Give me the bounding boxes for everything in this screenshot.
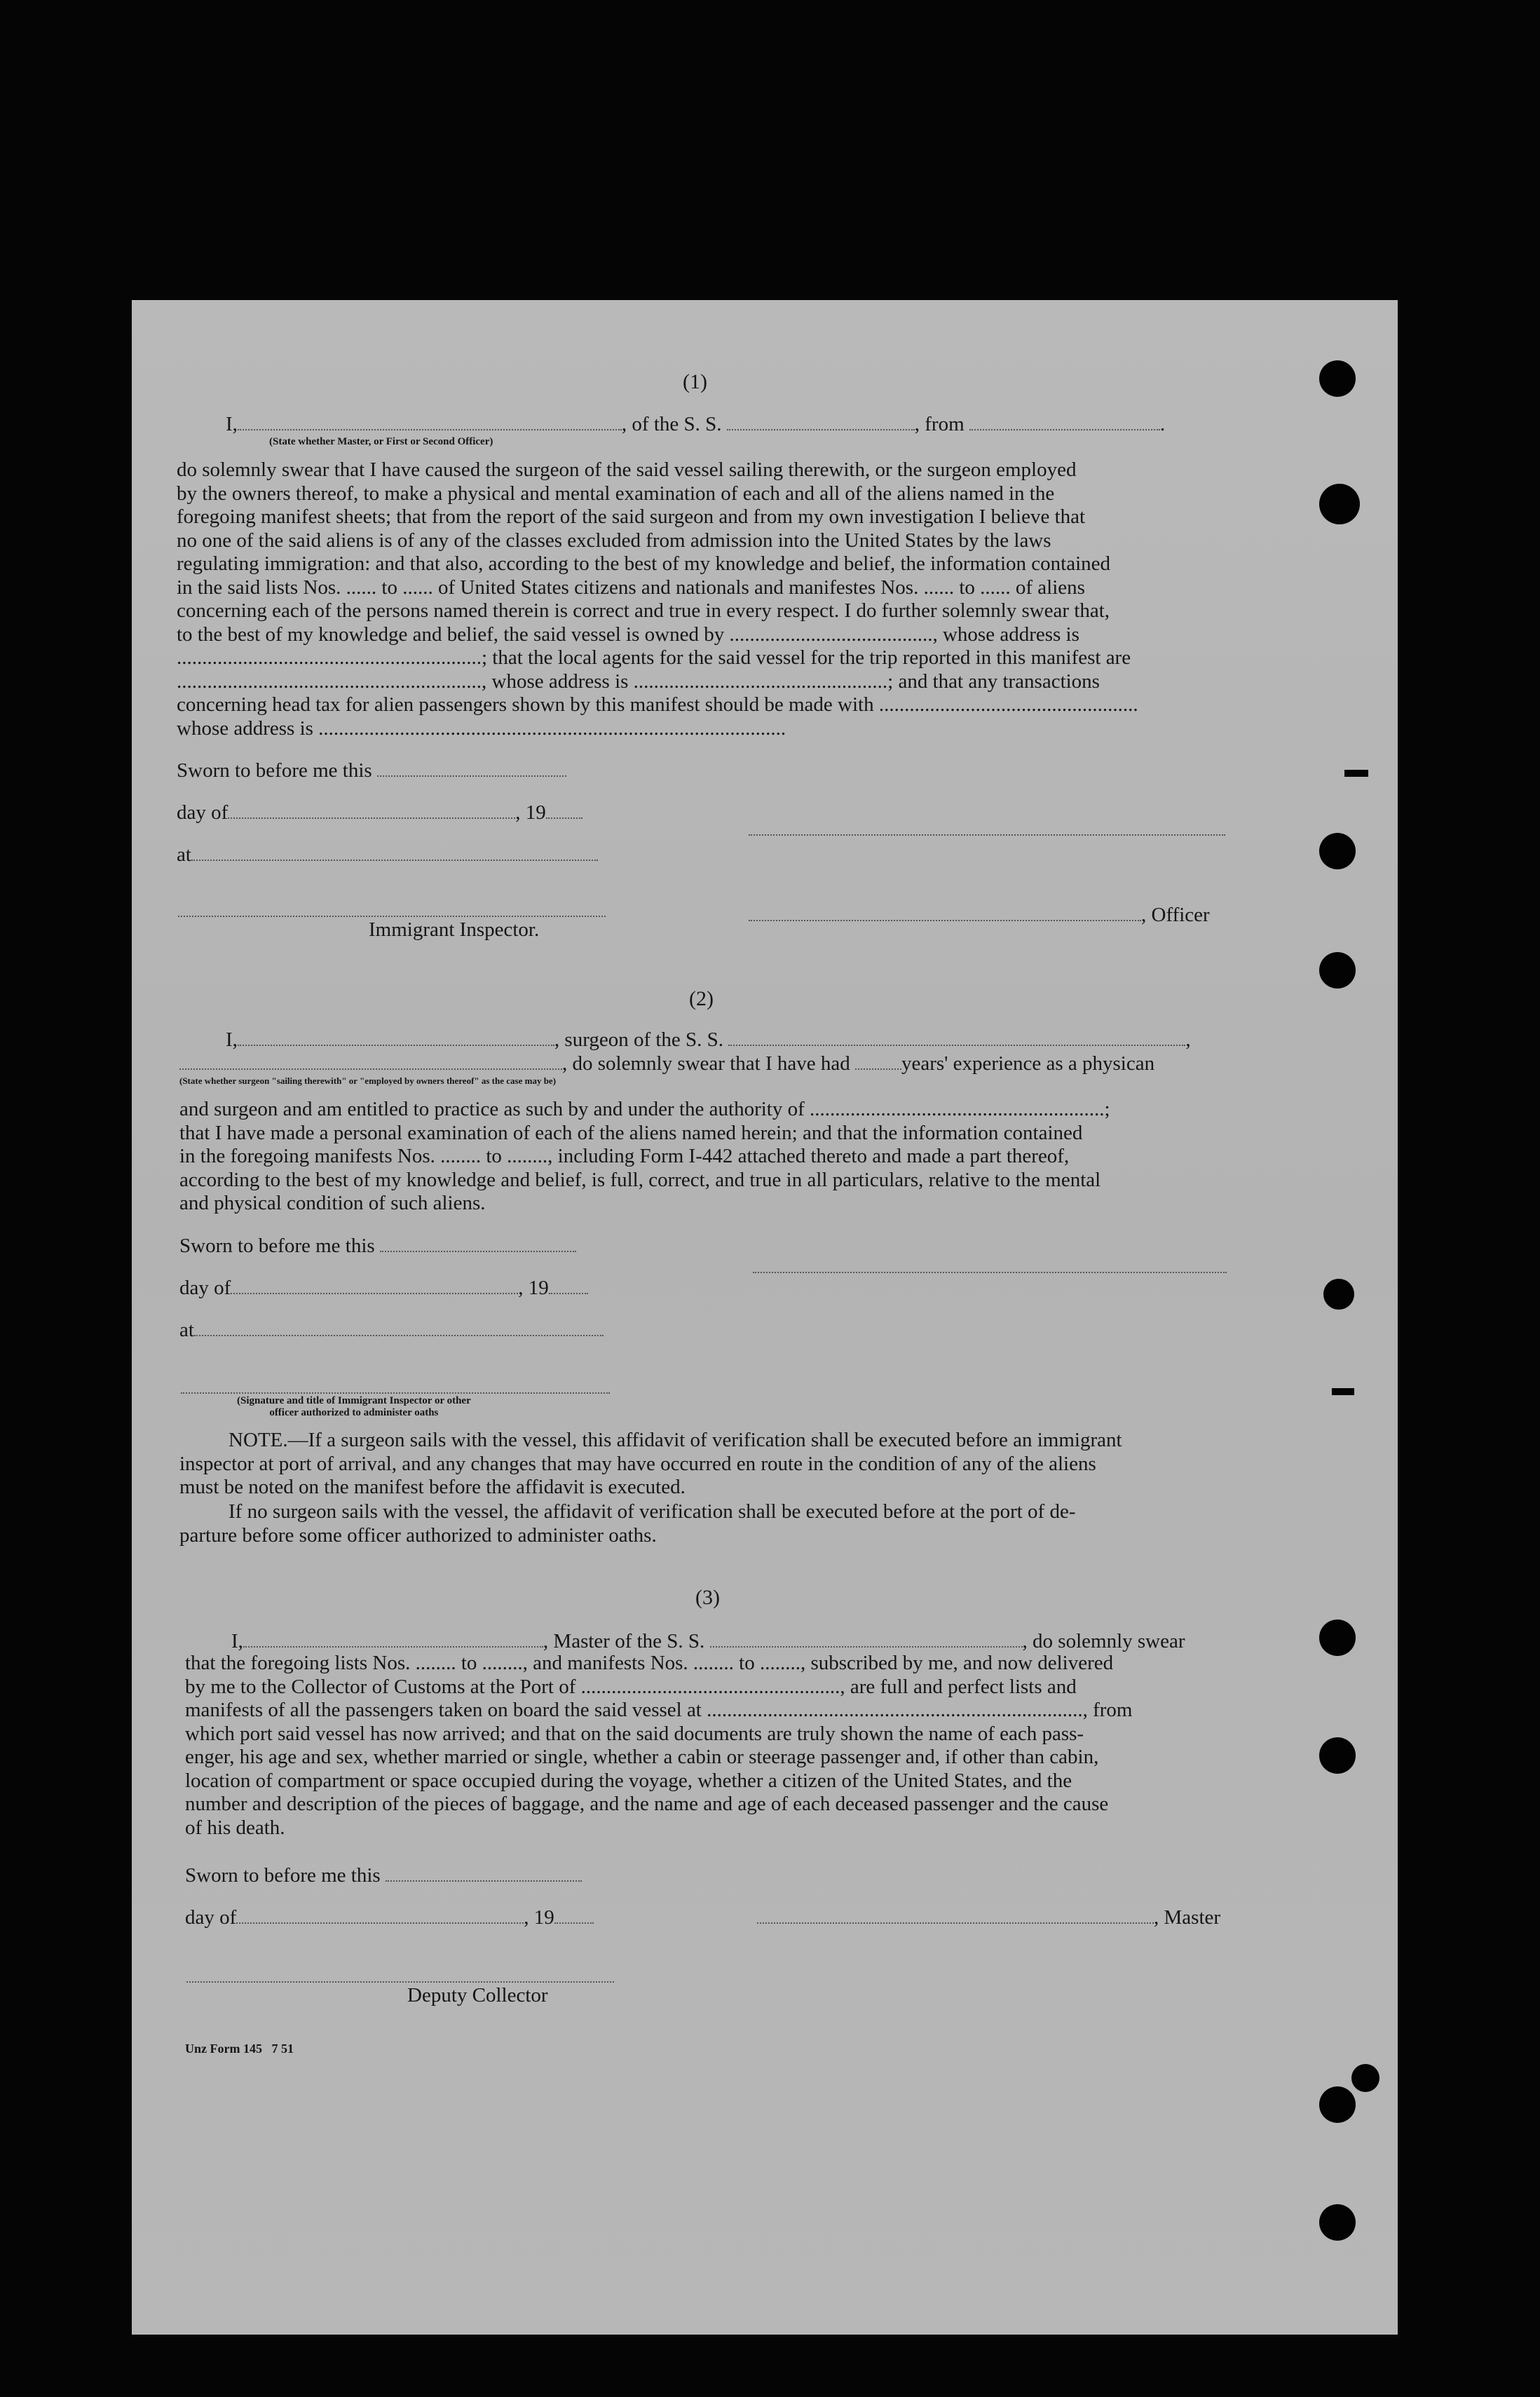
section-3-number: (3): [695, 1586, 720, 1609]
section-1-caption: (State whether Master, or First or Second Officer): [269, 436, 493, 447]
section-1-number: (1): [683, 370, 707, 393]
edge-mark: [1344, 770, 1368, 777]
section-2-day-of: day of , 19: [179, 1277, 588, 1298]
section-2-inspector-line: [181, 1391, 610, 1394]
punch-hole: [1319, 952, 1356, 989]
punch-hole: [1319, 833, 1356, 869]
section-2-line2: , do solemnly swear that I have had years' experience as a physican: [179, 1053, 1154, 1074]
section-1-day-of: day of , 19: [177, 802, 582, 823]
section-2-signature-caption: (Signature and title of Immigrant Inspector or other officer authorized to administer oaths: [237, 1395, 471, 1418]
punch-hole: [1319, 1737, 1356, 1774]
section-3-body: that the foregoing lists Nos. ........ to ........, and manifests Nos. ........ to ........, subscribed by me, and now delivered by me to the Collector of Customs at the Port of ..................................................., are full and perfect lists and manifests of all the passengers taken on board the said vessel at .........................................................................., from which port said vessel has now arrived; and that on the said documents are truly shown the name of each pass- enger, his age and sex, whether married or single, whether a cabin or steerage passenger and, if other than cabin, location of compartment or space occupied during the voyage, whether a citizen of the United States, and the number and description of the pieces of baggage, and the name and age of each deceased passenger and the cause of his death.: [185, 1652, 1133, 1839]
section-1-body: do solemnly swear that I have caused the surgeon of the said vessel sailing therewith, or the surgeon employed by the owners thereof, to make a physical and mental examination of each and all of the aliens named in the foregoing manifest sheets; that from the report of the said surgeon and from my own investigation I believe that no one of the said aliens is of any of the classes excluded from admission into the United States by the laws regulating immigration: and that also, according to the best of my knowledge and belief, the information contained in the said lists Nos. ...... to ...... of United States citizens and nationals and manifestes Nos. ...... to ...... of aliens concerning each of the persons named therein is correct and true in every respect. I do further solemnly swear that, to the best of my knowledge and belief, the said vessel is owned by ........................................, whose address is ............................................................; that the local agents for the said vessel for the trip reported in this manifest are ............................................................, whose address is ..................................................; and that any transactions concerning head tax for alien passengers shown by this manifest should be made with ................................................... whose address is ............................................................................................: [177, 459, 1138, 740]
punch-hole: [1319, 484, 1360, 524]
edge-mark: [1332, 1388, 1354, 1395]
section-2-note: NOTE.—If a surgeon sails with the vessel, this affidavit of verification shall be executed before an immigrant inspector at port of arrival, and any changes that may have occurred en route in the condition of any of the aliens must be noted on the manifest before the affidavit is executed.: [179, 1429, 1122, 1498]
section-2-at: at: [179, 1319, 604, 1340]
section-2-note-second: If no surgeon sails with the vessel, the affidavit of verification shall be executed before at the port of de- parture before some officer authorized to administer oaths.: [179, 1500, 1076, 1547]
section-1-line1: I, , of the S. S. , from .: [226, 413, 1166, 435]
section-2-number: (2): [689, 987, 714, 1010]
section-2-sworn: Sworn to before me this: [179, 1235, 576, 1256]
form-number: Unz Form 145 7 51: [185, 2042, 294, 2056]
section-3-collector-line: [186, 1980, 614, 1983]
section-3-collector-title: Deputy Collector: [407, 1984, 548, 2006]
section-3-master-line: , Master: [757, 1907, 1220, 1928]
section-1-signature-line: [749, 833, 1225, 836]
section-3-line1: I, , Master of the S. S. , do solemnly swear: [231, 1630, 1185, 1652]
punch-hole: [1319, 360, 1356, 397]
punch-hole: [1319, 2204, 1356, 2241]
section-1-inspector-title: Immigrant Inspector.: [369, 918, 540, 941]
section-2-signature-line: [753, 1270, 1227, 1273]
section-1-at: at: [177, 844, 598, 865]
punch-hole: [1319, 2086, 1356, 2123]
punch-hole: [1319, 1619, 1356, 1656]
punch-hole: [1323, 1279, 1354, 1310]
section-3-sworn: Sworn to before me this: [185, 1865, 582, 1886]
section-1-inspector-line: [178, 914, 606, 917]
section-2-caption: (State whether surgeon "sailing therewith" or "employed by owners thereof" as the case may be): [179, 1075, 557, 1086]
section-1-officer-line: , Officer: [749, 904, 1210, 925]
section-1-sworn: Sworn to before me this: [177, 760, 566, 781]
section-2-line1: I, , surgeon of the S. S. ,: [226, 1028, 1191, 1051]
section-3-day-of: day of , 19: [185, 1907, 594, 1928]
document-page: [132, 300, 1398, 2335]
section-2-body: and surgeon and am entitled to practice as such by and under the authority of ..........................................................; that I have made a personal examination of each of the aliens named herein; and that the information contained in the foregoing manifests Nos. ........ to ........, including Form I-442 attached thereto and made a part thereof, according to the best of my knowledge and belief, is full, correct, and true in all particulars, relative to the mental and physical condition of such aliens.: [179, 1098, 1110, 1214]
punch-hole: [1351, 2064, 1379, 2092]
